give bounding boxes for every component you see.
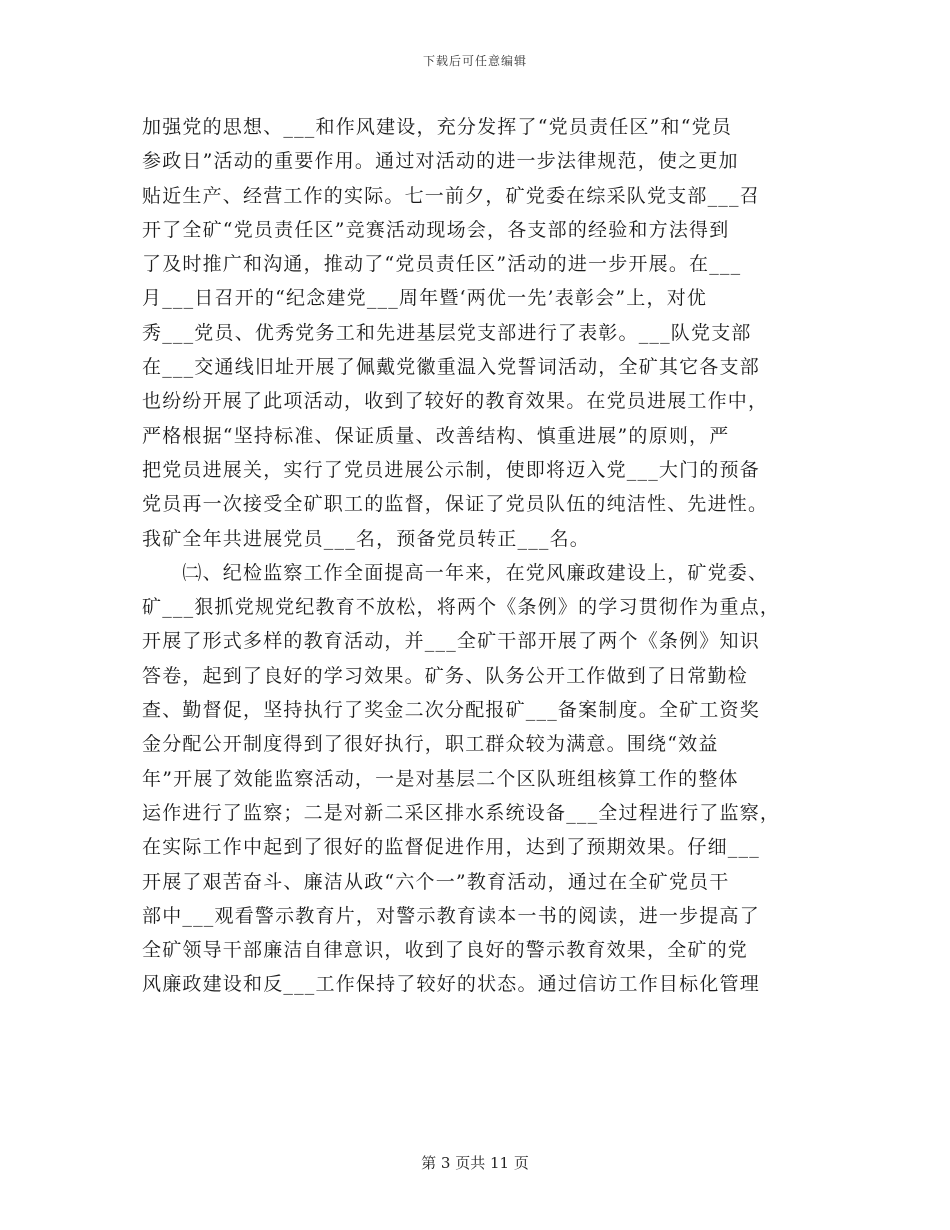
text-line: 开了全矿“党员责任区”竞赛活动现场会，各支部的经验和方法得到 (142, 218, 730, 241)
text-line: 加强党的思想、___和作风建设，充分发挥了“党员责任区”和“党员 (142, 116, 733, 138)
page-number-footer: 第 3 页共 11 页 (421, 1154, 529, 1172)
text-line: 矿___狠抓党规党纪教育不放松，将两个《条例》的学习贯彻作为重点， (142, 596, 781, 619)
text-line: 我矿全年共进展党员___名，预备党员转正___名。 (142, 527, 591, 550)
text-line: 年”开展了效能监察活动，一是对基层二个区队班组核算工作的整体 (142, 767, 739, 790)
text-line: 月___日召开的“纪念建党___周年暨‘两优一先’表彰会”上，对优 (142, 287, 708, 310)
text-line: 贴近生产、经营工作的实际。七一前夕，矿党委在综采队党支部___召 (142, 184, 760, 207)
text-line: 开展了艰苦奋斗、廉洁从政“六个一”教育活动，通过在全矿党员干 (142, 870, 730, 893)
text-line: 把党员进展关，实行了党员进展公示制，使即将迈入党___大门的预备 (142, 458, 760, 481)
text-line: 秀___党员、优秀党务工和先进基层党支部进行了表彰。___队党支部 (142, 321, 752, 344)
text-line: 答卷，起到了良好的学习效果。矿务、队务公开工作做到了日常勤检 (142, 664, 749, 687)
text-line: ㈡、纪检监察工作全面提高一年来，在党风廉政建设上，矿党委、 (142, 561, 769, 584)
document-body (142, 110, 822, 1002)
text-line: 全矿领导干部廉洁自律意识，收到了良好的警示教育效果，全矿的党 (142, 939, 749, 962)
text-line: 风廉政建设和反___工作保持了较好的状态。通过信访工作目标化管理 (142, 973, 760, 996)
text-line: 严格根据“坚持标准、保证质量、改善结构、慎重进展”的原则，严 (142, 424, 730, 447)
text-line: 党员再一次接受全矿职工的监督，保证了党员队伍的纯洁性、先进性。 (142, 493, 769, 516)
text-line: 部中___观看警示教育片，对警示教育读本一书的阅读，进一步提高了 (142, 904, 760, 927)
text-line: 金分配公开制度得到了很好执行，职工群众较为满意。围绕“效益 (142, 733, 719, 756)
text-line: 查、勤督促，坚持执行了奖金二次分配报矿___备案制度。全矿工资奖 (142, 699, 760, 722)
text-line: 了及时推广和沟通，推动了“党员责任区”活动的进一步开展。在___ (142, 253, 742, 276)
text-line: 开展了形式多样的教育活动，并___全矿干部开展了两个《条例》知识 (142, 630, 760, 653)
text-line: 在实际工作中起到了很好的监督促进作用，达到了预期效果。仔细___ (142, 836, 760, 859)
page-header: 下载后可任意编辑 (422, 54, 527, 68)
text-line: 运作进行了监察；二是对新二采区排水系统设备___全过程进行了监察， (142, 801, 781, 824)
text-line: 在___交通线旧址开展了佩戴党徽重温入党誓词活动，全矿其它各支部 (142, 356, 760, 379)
text-line: 也纷纷开展了此项活动，收到了较好的教育效果。在党员进展工作中， (142, 390, 769, 413)
text-line: 参政日”活动的重要作用。通过对活动的进一步法律规范，使之更加 (142, 150, 739, 173)
